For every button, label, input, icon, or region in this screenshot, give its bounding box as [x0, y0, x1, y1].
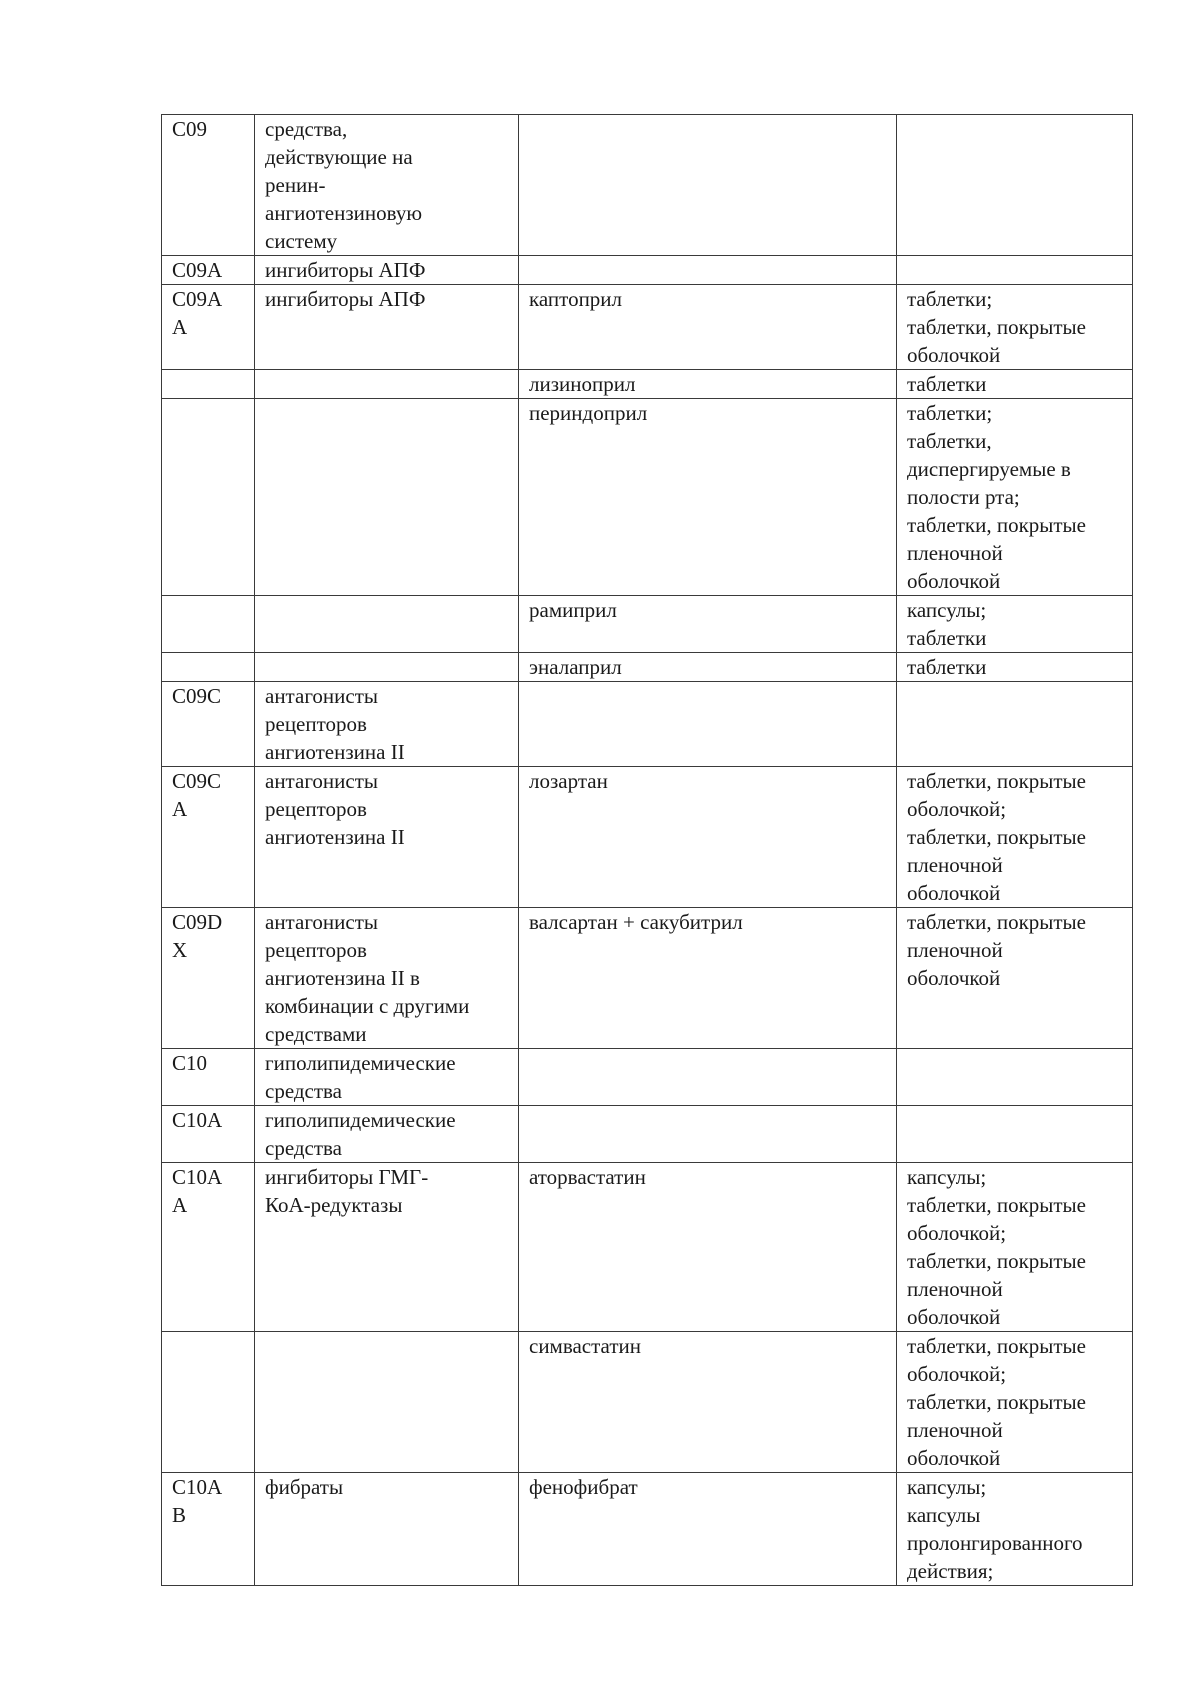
atc-group-cell: [255, 1332, 519, 1473]
atc-group-cell: [255, 653, 519, 682]
drug-name-cell: эналаприл: [519, 653, 897, 682]
atc-group-cell: средства, действующие на ренин- ангиотензиновую систему: [255, 115, 519, 256]
table-row: [162, 767, 1133, 908]
atc-code-cell: С10А А: [162, 1163, 255, 1332]
drug-table-body: [162, 115, 1133, 1586]
atc-code-cell: С09С А: [162, 767, 255, 908]
atc-group-cell: гиполипидемические средства: [255, 1106, 519, 1163]
atc-code-cell: [162, 1332, 255, 1473]
atc-code-cell: С09: [162, 115, 255, 256]
drug-name-cell: валсартан + сакубитрил: [519, 908, 897, 1049]
atc-code-cell: С09D X: [162, 908, 255, 1049]
drug-name-cell: рамиприл: [519, 596, 897, 653]
table-row: [162, 1049, 1133, 1106]
dosage-form-cell: таблетки: [897, 653, 1133, 682]
atc-code-cell: С09С: [162, 682, 255, 767]
drug-name-cell: каптоприл: [519, 285, 897, 370]
table-row: [162, 285, 1133, 370]
drug-name-cell: фенофибрат: [519, 1473, 897, 1586]
table-row: [162, 1106, 1133, 1163]
table-row: [162, 115, 1133, 256]
table-row: [162, 653, 1133, 682]
drug-name-cell: [519, 1049, 897, 1106]
drug-name-cell: лизиноприл: [519, 370, 897, 399]
atc-group-cell: [255, 596, 519, 653]
atc-code-cell: С09А: [162, 256, 255, 285]
dosage-form-cell: капсулы; таблетки: [897, 596, 1133, 653]
drug-name-cell: [519, 682, 897, 767]
table-row: [162, 1473, 1133, 1586]
drug-table: [161, 114, 1133, 1586]
table-row: [162, 256, 1133, 285]
dosage-form-cell: таблетки; таблетки, диспергируемые в полости рта; таблетки, покрытые пленочной оболочкой: [897, 399, 1133, 596]
drug-name-cell: [519, 115, 897, 256]
atc-group-cell: фибраты: [255, 1473, 519, 1586]
dosage-form-cell: капсулы; капсулы пролонгированного действия;: [897, 1473, 1133, 1586]
drug-name-cell: [519, 1106, 897, 1163]
table-row: [162, 370, 1133, 399]
table-row: [162, 596, 1133, 653]
atc-group-cell: гиполипидемические средства: [255, 1049, 519, 1106]
drug-name-cell: лозартан: [519, 767, 897, 908]
dosage-form-cell: таблетки, покрытые оболочкой; таблетки, покрытые пленочной оболочкой: [897, 1332, 1133, 1473]
drug-name-cell: [519, 256, 897, 285]
atc-group-cell: ингибиторы АПФ: [255, 285, 519, 370]
dosage-form-cell: таблетки, покрытые оболочкой; таблетки, покрытые пленочной оболочкой: [897, 767, 1133, 908]
atc-code-cell: С10А: [162, 1106, 255, 1163]
atc-group-cell: [255, 370, 519, 399]
dosage-form-cell: [897, 1106, 1133, 1163]
table-row: [162, 682, 1133, 767]
atc-group-cell: [255, 399, 519, 596]
dosage-form-cell: [897, 682, 1133, 767]
dosage-form-cell: капсулы; таблетки, покрытые оболочкой; таблетки, покрытые пленочной оболочкой: [897, 1163, 1133, 1332]
atc-code-cell: [162, 596, 255, 653]
atc-code-cell: [162, 399, 255, 596]
drug-name-cell: симвастатин: [519, 1332, 897, 1473]
atc-code-cell: С10А В: [162, 1473, 255, 1586]
dosage-form-cell: таблетки: [897, 370, 1133, 399]
atc-group-cell: антагонисты рецепторов ангиотензина II: [255, 767, 519, 908]
atc-code-cell: С10: [162, 1049, 255, 1106]
dosage-form-cell: таблетки, покрытые пленочной оболочкой: [897, 908, 1133, 1049]
drug-name-cell: аторвастатин: [519, 1163, 897, 1332]
dosage-form-cell: [897, 115, 1133, 256]
table-row: [162, 1332, 1133, 1473]
atc-code-cell: С09А А: [162, 285, 255, 370]
atc-code-cell: [162, 653, 255, 682]
table-row: [162, 399, 1133, 596]
table-row: [162, 908, 1133, 1049]
atc-code-cell: [162, 370, 255, 399]
dosage-form-cell: [897, 256, 1133, 285]
dosage-form-cell: таблетки; таблетки, покрытые оболочкой: [897, 285, 1133, 370]
atc-group-cell: ингибиторы АПФ: [255, 256, 519, 285]
drug-name-cell: периндоприл: [519, 399, 897, 596]
table-row: [162, 1163, 1133, 1332]
atc-group-cell: антагонисты рецепторов ангиотензина II в комбинации с другими средствами: [255, 908, 519, 1049]
atc-group-cell: ингибиторы ГМГ- КоА-редуктазы: [255, 1163, 519, 1332]
dosage-form-cell: [897, 1049, 1133, 1106]
atc-group-cell: антагонисты рецепторов ангиотензина II: [255, 682, 519, 767]
